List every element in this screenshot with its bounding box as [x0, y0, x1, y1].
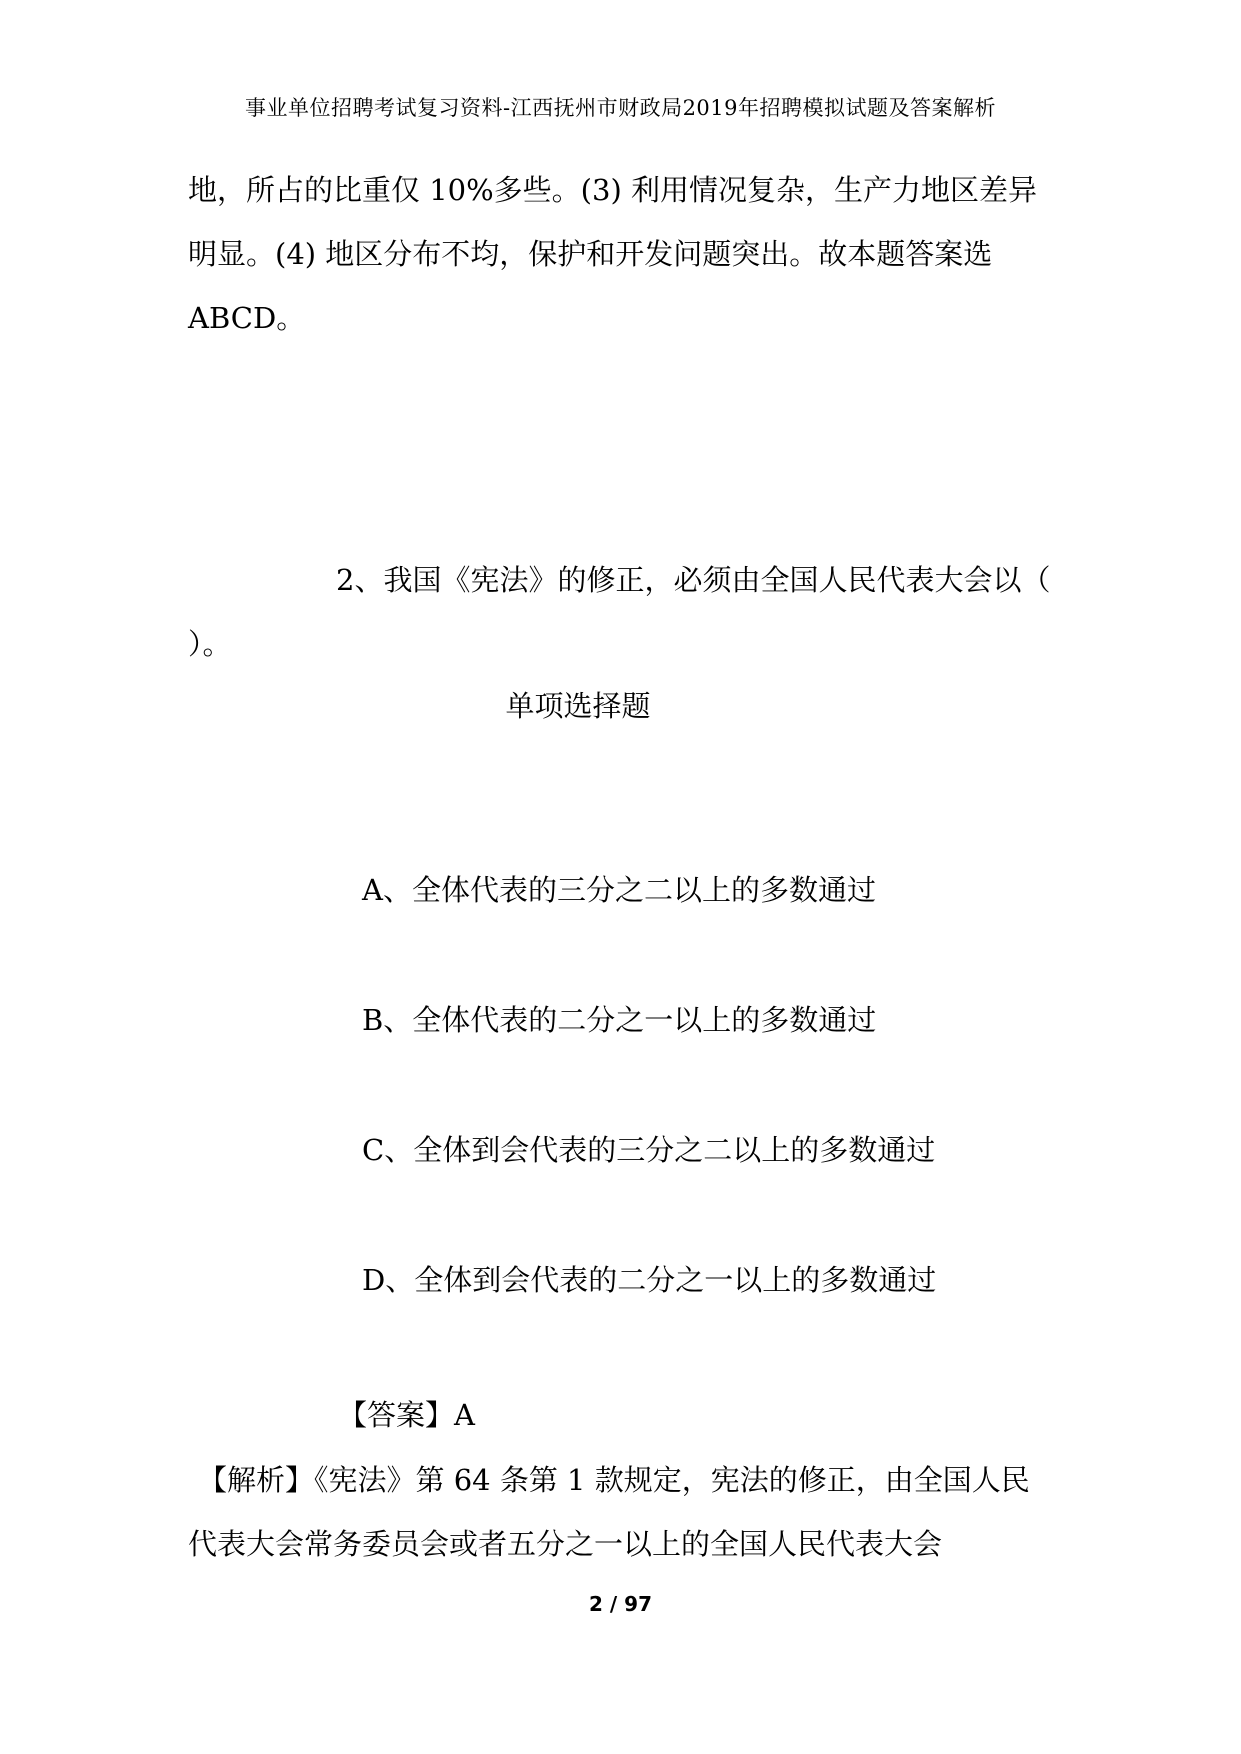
- option-list: [362, 870, 936, 1390]
- option-a: A、全体代表的三分之二以上的多数通过: [362, 873, 876, 907]
- option-d: D、全体到会代表的二分之一以上的多数通过: [362, 1263, 937, 1297]
- analysis-text: 【解析】《宪法》第 64 条第 1 款规定，宪法的修正，由全国人民代表大会常务委员会或者五分之一以上的全国人民代表大会: [188, 1463, 1030, 1561]
- answer-label: 【答案】A: [338, 1398, 475, 1432]
- page-number: 2 / 97: [589, 1592, 652, 1616]
- question-stem: 2、我国《宪法》的修正，必须由全国人民代表大会以（ ）。: [188, 563, 1051, 661]
- previous-answer-explanation: 地，所占的比重仅 10%多些。(3) 利用情况复杂，生产力地区差异明显。(4) 地区分布不均，保护和开发问题突出。故本题答案选 ABCD。: [188, 173, 1037, 335]
- option-c: C、全体到会代表的三分之二以上的多数通过: [362, 1133, 936, 1167]
- page-header: 事业单位招聘考试复习资料-江西抚州市财政局2019年招聘模拟试题及答案解析: [244, 96, 997, 120]
- question-type-label: 单项选择题: [505, 689, 651, 723]
- option-b: B、全体代表的二分之一以上的多数通过: [362, 1003, 877, 1037]
